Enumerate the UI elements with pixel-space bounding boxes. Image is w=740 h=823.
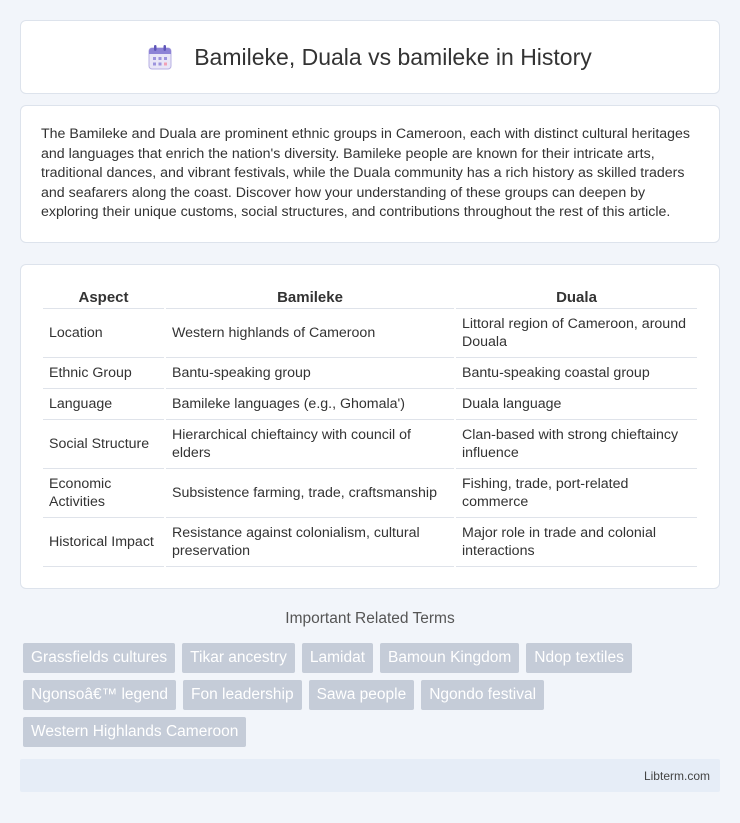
related-term-tag[interactable]: Ngonsoâ€™ legend [23, 680, 176, 710]
intro-card [20, 105, 720, 243]
table-row [43, 518, 697, 567]
header-card [20, 20, 720, 94]
comparison-table [41, 284, 699, 567]
cell-bamileke: Bamileke languages (e.g., Ghomala') [166, 389, 454, 420]
related-term-tag[interactable]: Ndop textiles [526, 643, 632, 673]
page-title: Bamileke, Duala vs bamileke in History [194, 43, 592, 70]
cell-bamileke: Western highlands of Cameroon [166, 309, 454, 358]
cell-duala: Fishing, trade, port-related commerce [456, 469, 697, 518]
related-term-tag[interactable]: Ngondo festival [421, 680, 544, 710]
intro-paragraph: The Bamileke and Duala are prominent ethnic groups in Cameroon, each with distinct cultural heritages and languages that enrich the nation's diversity. Bamileke people are known for their intricate arts, traditional dances, and vibrant festivals, while the Duala community has a rich history as skilled traders and seafarers along the coast. Discover how your understanding of these groups can deepen by exploring their unique customs, social structures, and contributions throughout the rest of this article. [41, 126, 691, 221]
cell-duala: Major role in trade and colonial interactions [456, 518, 697, 567]
related-term-tag[interactable]: Bamoun Kingdom [380, 643, 519, 673]
cell-duala: Clan-based with strong chieftaincy influence [456, 420, 697, 469]
related-terms-title: Important Related Terms [285, 610, 455, 627]
cell-aspect: Social Structure [43, 420, 164, 469]
related-term-tag[interactable]: Tikar ancestry [182, 643, 295, 673]
related-term-tag[interactable]: Western Highlands Cameroon [23, 717, 246, 747]
table-row [43, 309, 697, 358]
table-row [43, 469, 697, 518]
title-wrap [148, 44, 592, 71]
cell-duala: Duala language [456, 389, 697, 420]
cell-aspect: Economic Activities [43, 469, 164, 518]
cell-bamileke: Subsistence farming, trade, craftsmanship [166, 469, 454, 518]
header-duala: Duala [456, 284, 697, 309]
cell-aspect: Language [43, 389, 164, 420]
table-header-row [43, 284, 697, 309]
table-row [43, 389, 697, 420]
cell-bamileke: Bantu-speaking group [166, 358, 454, 389]
related-term-tag[interactable]: Grassfields cultures [23, 643, 175, 673]
related-term-tag[interactable]: Fon leadership [183, 680, 302, 710]
related-term-tag[interactable]: Sawa people [309, 680, 415, 710]
cell-duala: Bantu-speaking coastal group [456, 358, 697, 389]
table-row [43, 420, 697, 469]
header-bamileke: Bamileke [166, 284, 454, 309]
table-row [43, 358, 697, 389]
header-aspect: Aspect [43, 284, 164, 309]
related-term-tag[interactable]: Lamidat [302, 643, 373, 673]
cell-aspect: Location [43, 309, 164, 358]
cell-aspect: Historical Impact [43, 518, 164, 567]
footer-site-link[interactable]: Libterm.com [643, 768, 710, 783]
cell-bamileke: Hierarchical chieftaincy with council of elders [166, 420, 454, 469]
cell-aspect: Ethnic Group [43, 358, 164, 389]
calendar-icon [148, 44, 172, 70]
related-terms-list [20, 643, 680, 747]
cell-bamileke: Resistance against colonialism, cultural preservation [166, 518, 454, 567]
footer [20, 759, 720, 792]
cell-duala: Littoral region of Cameroon, around Douala [456, 309, 697, 358]
comparison-table-card [20, 264, 720, 589]
